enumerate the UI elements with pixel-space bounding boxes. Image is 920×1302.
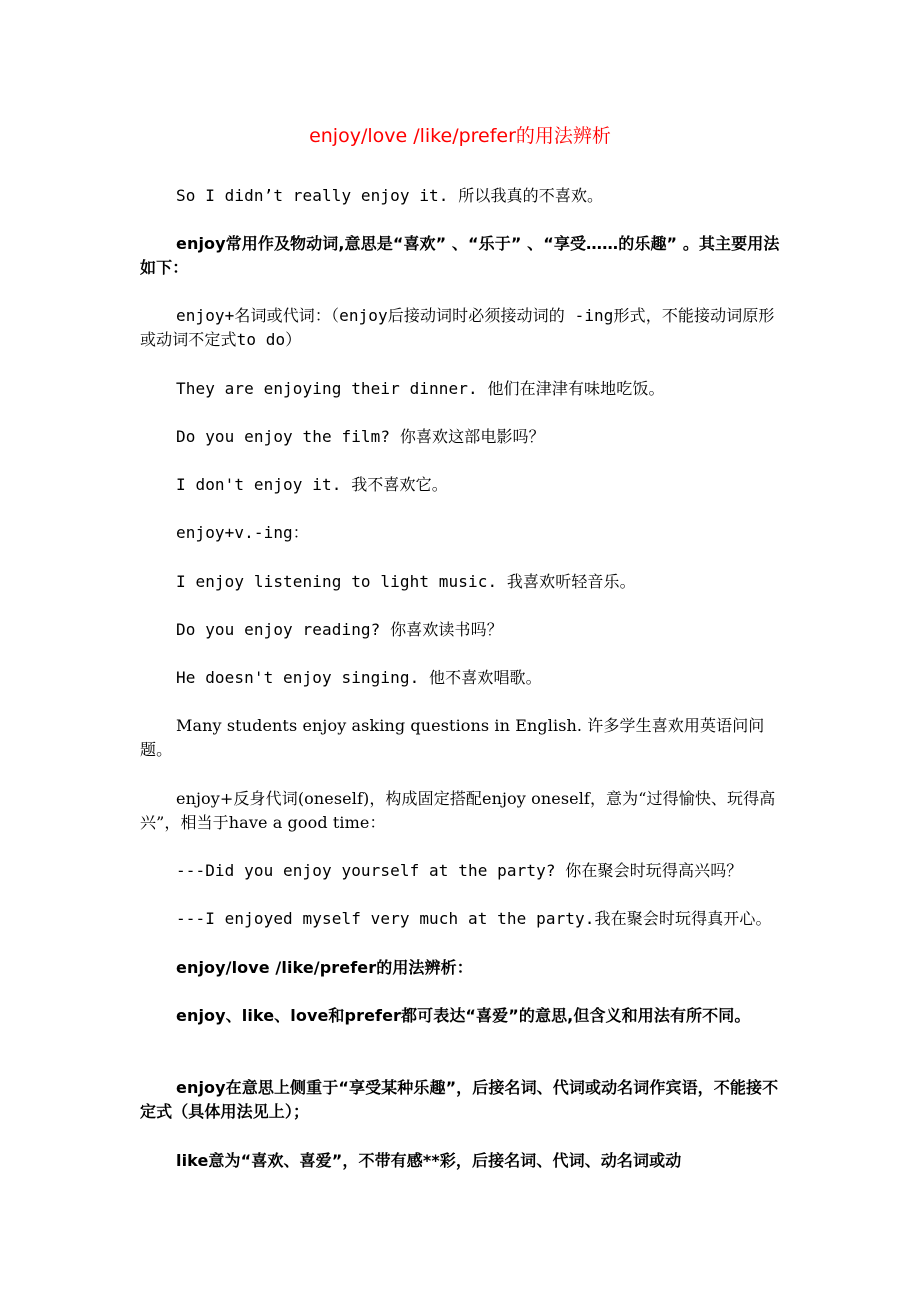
- example-party-question: ---Did you enjoy yourself at the party? 你在聚会时玩得高兴吗？: [176, 861, 743, 880]
- paragraph-intro: So I didn’t really enjoy it. 所以我真的不喜欢。: [176, 186, 604, 205]
- paragraph-enjoy-oneself-rule: enjoy+反身代词(oneself)，构成固定搭配enjoy oneself，意为“过得愉快、玩得高兴”，相当于have a good time：: [140, 789, 776, 832]
- paragraph-like-meaning: like意为“喜欢、喜爱”，不带有感**彩，后接名词、代词、动名词或动: [176, 1151, 682, 1170]
- example-reading: Do you enjoy reading? 你喜欢读书吗？: [176, 620, 503, 639]
- example-dont-enjoy: I don't enjoy it. 我不喜欢它。: [176, 475, 448, 494]
- example-light-music: I enjoy listening to light music. 我喜欢听轻音乐。: [176, 572, 636, 591]
- example-film: Do you enjoy the film? 你喜欢这部电影吗？: [176, 427, 545, 446]
- document-title: enjoy/love /like/prefer的用法辨析: [309, 125, 611, 147]
- example-asking-questions: Many students enjoy asking questions in English. 许多学生喜欢用英语问问题。: [140, 716, 765, 759]
- paragraph-comparison-intro: enjoy、like、love和prefer都可表达“喜爱”的意思,但含义和用法有所不同。: [176, 1006, 751, 1025]
- paragraph-enjoy-meaning: enjoy在意思上侧重于“享受某种乐趣”，后接名词、代词或动名词作宾语，不能接不定式（具体用法见上）；: [140, 1078, 779, 1121]
- paragraph-enjoy-ving-rule: enjoy+v.-ing：: [176, 523, 309, 542]
- example-party-answer: ---I enjoyed myself very much at the party.我在聚会时玩得真开心。: [176, 909, 772, 928]
- paragraph-enjoy-noun-rule: enjoy+名词或代词：（enjoy后接动词时必须接动词的 -ing形式，不能接动词原形或动词不定式to do）: [140, 306, 775, 349]
- example-singing: He doesn't enjoy singing. 他不喜欢唱歌。: [176, 668, 542, 687]
- section-heading-comparison: enjoy/love /like/prefer的用法辨析：: [176, 958, 473, 977]
- paragraph-enjoy-definition: enjoy常用作及物动词,意思是“喜欢” 、“乐于” 、“享受……的乐趣” 。其主要用法如下：: [140, 234, 780, 277]
- example-dinner: They are enjoying their dinner. 他们在津津有味地吃饭。: [176, 379, 665, 398]
